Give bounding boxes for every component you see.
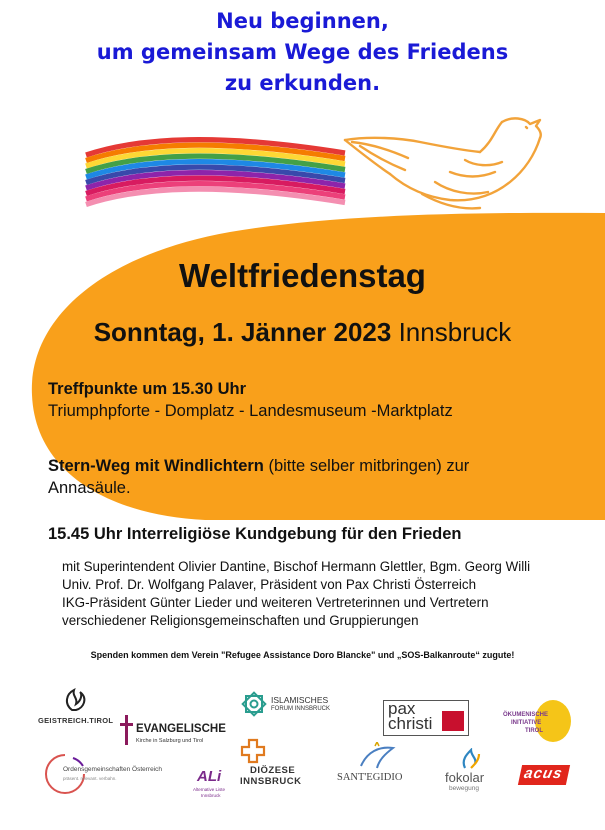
ali-sub-2: Innsbruck xyxy=(201,793,221,798)
participants-line: verschiedener Religionsgemeinschaften und Gruppierungen xyxy=(62,613,419,628)
meeting-section xyxy=(48,378,453,422)
cross-icon xyxy=(120,715,134,745)
fokolar-logo xyxy=(445,748,505,794)
pax-christi-logo xyxy=(383,700,469,736)
fokolar-line-2: bewegung xyxy=(449,785,479,792)
main-title: Weltfriedenstag xyxy=(179,257,426,294)
tagline-line-2: um gemeinsam Wege des Friedens xyxy=(96,40,509,64)
ali-text: ALi xyxy=(197,768,222,785)
ali-logo xyxy=(193,768,238,804)
starway-text: (bitte selber mitbringen) zur xyxy=(263,457,470,475)
acus-text: acus xyxy=(522,765,565,782)
geistreich-logo xyxy=(38,688,118,728)
date-text: Sonntag, 1. Jänner 2023 xyxy=(93,317,392,347)
starway-section xyxy=(48,455,469,499)
star-ornament-icon xyxy=(240,690,268,718)
rainbow-graphic xyxy=(80,125,350,225)
participants-line: mit Superintendent Olivier Dantine, Bischof Hermann Glettler, Bgm. Georg Willi xyxy=(62,559,531,574)
islamisches-forum-logo xyxy=(240,690,340,720)
santegidio-text: SANT'EGIDIO xyxy=(337,772,403,783)
pax-line-1: pax xyxy=(388,699,416,718)
orden-title: Ordensgemeinschaften Österreich xyxy=(63,766,162,773)
participants-line: IKG-Präsident Günter Lieder und weiteren Vertreterinnen und Vertretern xyxy=(62,595,489,610)
evangelische-sub: Kirche in Salzburg und Tirol xyxy=(136,738,204,744)
islamisches-line-2: FORUM INNSBRUCK xyxy=(271,706,331,712)
dioezese-innsbruck-logo xyxy=(240,738,325,788)
evangelische-logo xyxy=(120,713,230,749)
pax-line-2: christi xyxy=(388,714,433,733)
orden-sub: präsent. relevant. verbahn. xyxy=(63,776,117,781)
ordensgemeinschaften-logo xyxy=(43,752,173,798)
santegidio-dove-icon xyxy=(357,742,397,770)
tagline xyxy=(0,6,605,99)
starway-line-2: Annasäule. xyxy=(48,479,131,497)
geistreich-text: GEISTREICH.TIROL xyxy=(38,716,114,725)
dioezese-line-1: DIÖZESE xyxy=(250,765,296,776)
santegidio-logo xyxy=(337,742,417,788)
meeting-places: Triumphpforte - Domplatz - Landesmuseum -Marktplatz xyxy=(48,402,453,420)
pax-dove-icon xyxy=(442,711,464,731)
orden-circle-icon xyxy=(43,752,87,796)
islamisches-line-1: ISLAMISCHES xyxy=(271,695,329,705)
oekumenische-initiative-logo xyxy=(503,700,578,745)
donation-note: Spenden kommen dem Verein "Refugee Assistance Doro Blancke" und „SOS-Balkanroute“ zugute! xyxy=(90,650,515,660)
oekumene-line-2: INITIATIVE xyxy=(511,720,542,726)
participants-line: Univ. Prof. Dr. Wolfgang Palaver, Präsident von Pax Christi Österreich xyxy=(62,577,477,592)
oekumene-line-1: ÖKUMENISCHE xyxy=(503,712,549,718)
fokolar-flame-icon xyxy=(459,748,483,770)
dioezese-line-2: INNSBRUCK xyxy=(240,776,302,787)
fokolar-line-1: fokolar xyxy=(445,770,485,785)
rally-heading: 15.45 Uhr Interreligiöse Kundgebung für den Frieden xyxy=(48,525,462,543)
meeting-heading: Treffpunkte um 15.30 Uhr xyxy=(48,380,247,398)
dove-icon xyxy=(330,112,550,217)
geistreich-flame-icon xyxy=(60,688,90,712)
tagline-line-3: zu erkunden. xyxy=(224,71,381,95)
ali-sub-1: Alternative Liste xyxy=(193,787,226,792)
date-line xyxy=(0,317,605,348)
dioezese-cross-icon xyxy=(240,738,266,764)
place-text: Innsbruck xyxy=(391,317,512,347)
acus-logo xyxy=(518,765,570,785)
tagline-line-1: Neu beginnen, xyxy=(216,9,389,33)
participants-list xyxy=(62,558,530,630)
evangelische-title: EVANGELISCHE xyxy=(136,723,226,735)
starway-heading: Stern-Weg mit Windlichtern xyxy=(48,457,264,475)
oekumene-line-3: TIROL xyxy=(525,728,543,734)
